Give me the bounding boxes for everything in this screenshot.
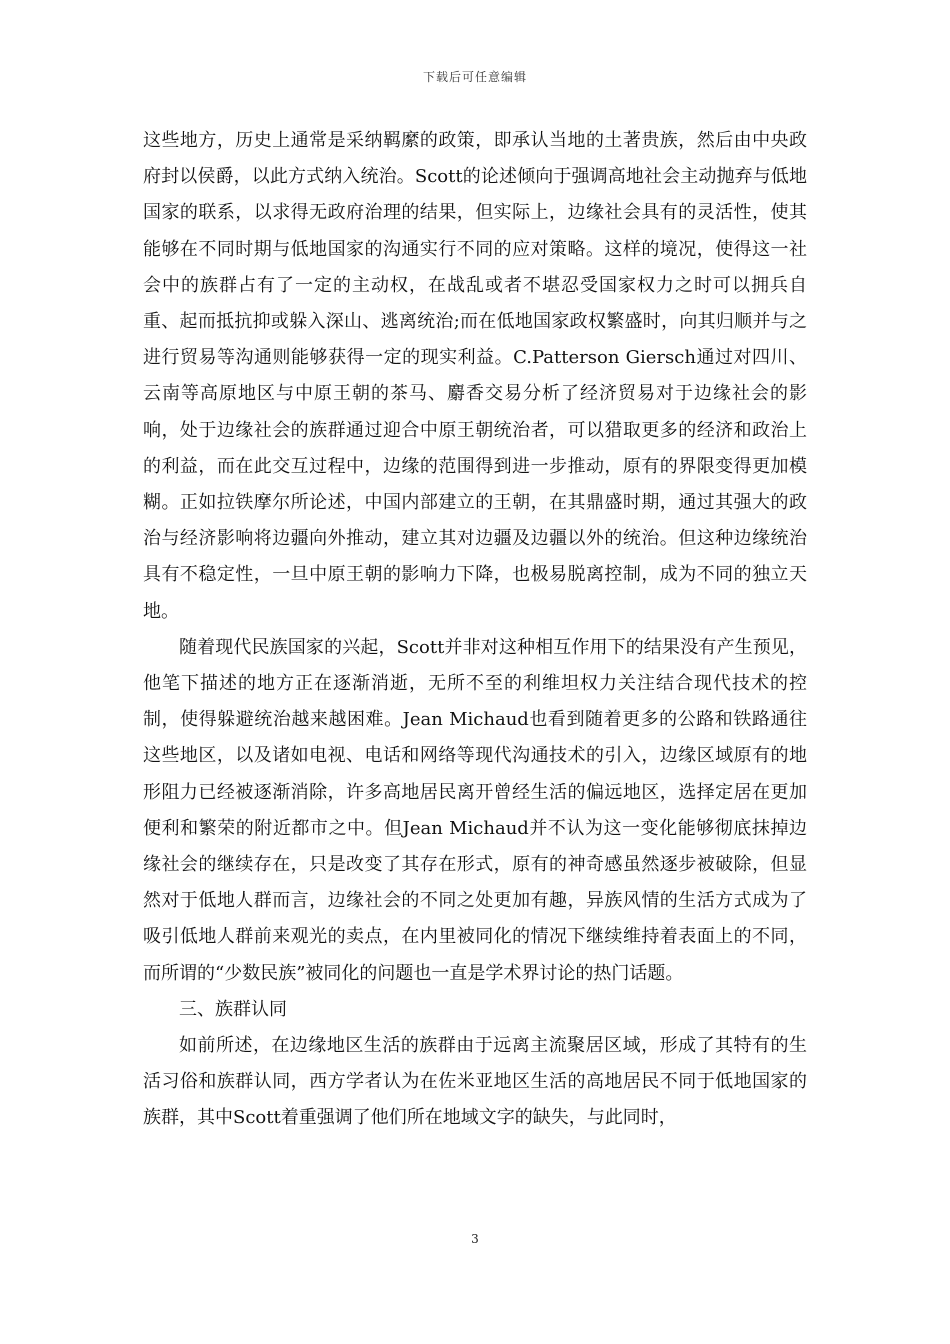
section-heading-ethnic-identity: 三、族群认同 [179,998,287,1020]
page-header: 下载后可任意编辑 [422,70,527,84]
paragraph-ethnic-identity: 如前所述，在边缘地区生活的族群由于远离主流聚居区域，形成了其特有的生活习俗和族群认同，西方学者认为在佐米亚地区生活的高地居民不同于低地国家的族群，其中Scott着重强调了他们所在地域文字的缺失，与此同时， [143,1035,807,1129]
page-number: 3 [471,1232,479,1246]
paragraph-continuation: 这些地方，历史上通常是采纳羁縻的政策，即承认当地的土著贵族，然后由中央政府封以侯爵，以此方式纳入统治。Scott的论述倾向于强调高地社会主动抛弃与低地国家的联系，以求得无政府治理的结果，但实际上，边缘社会具有的灵活性，使其能够在不同时期与低地国家的沟通实行不同的应对策略。这样的境况，使得这一社会中的族群占有了一定的主动权，在战乱或者不堪忍受国家权力之时可以拥兵自重、起而抵抗抑或躲入深山、逃离统治;而在低地国家政权繁盛时，向其归顺并与之进行贸易等沟通则能够获得一定的现实利益。C.Patterson Giersch通过对四川、云南等高原地区与中原王朝的茶马、麝香交易分析了经济贸易对于边缘社会的影响，处于边缘社会的族群通过迎合中原王朝统治者，可以猎取更多的经济和政治上的利益，而在此交互过程中，边缘的范围得到进一步推动，原有的界限变得更加模糊。正如拉铁摩尔所论述，中国内部建立的王朝，在其鼎盛时期，通过其强大的政治与经济影响将边疆向外推动，建立其对边疆及边疆以外的统治。但这种边缘统治具有不稳定性，一旦中原王朝的影响力下降，也极易脱离控制，成为不同的独立天地。 [143,130,807,622]
document-body [143,123,807,1137]
paragraph-modern-nation-state: 随着现代民族国家的兴起，Scott并非对这种相互作用下的结果没有产生预见，他笔下描述的地方正在逐渐消逝，无所不至的利维坦权力关注结合现代技术的控制，使得躲避统治越来越困难。Jean Michaud也看到随着更多的公路和铁路通往这些地区，以及诸如电视、电话和网络等现代沟通技术的引入，边缘区域原有的地形阻力已经被逐渐消除，许多高地居民离开曾经生活的偏远地区，选择定居在更加便利和繁荣的附近都市之中。但Jean Michaud并不认为这一变化能够彻底抹掉边缘社会的继续存在，只是改变了其存在形式，原有的神奇感虽然逐步被破除，但显然对于低地人群而言，边缘社会的不同之处更加有趣，异族风情的生活方式成为了吸引低地人群前来观光的卖点，在内里被同化的情况下继续维持着表面上的不同，而所谓的“少数民族”被同化的问题也一直是学术界讨论的热门话题。 [143,636,807,984]
